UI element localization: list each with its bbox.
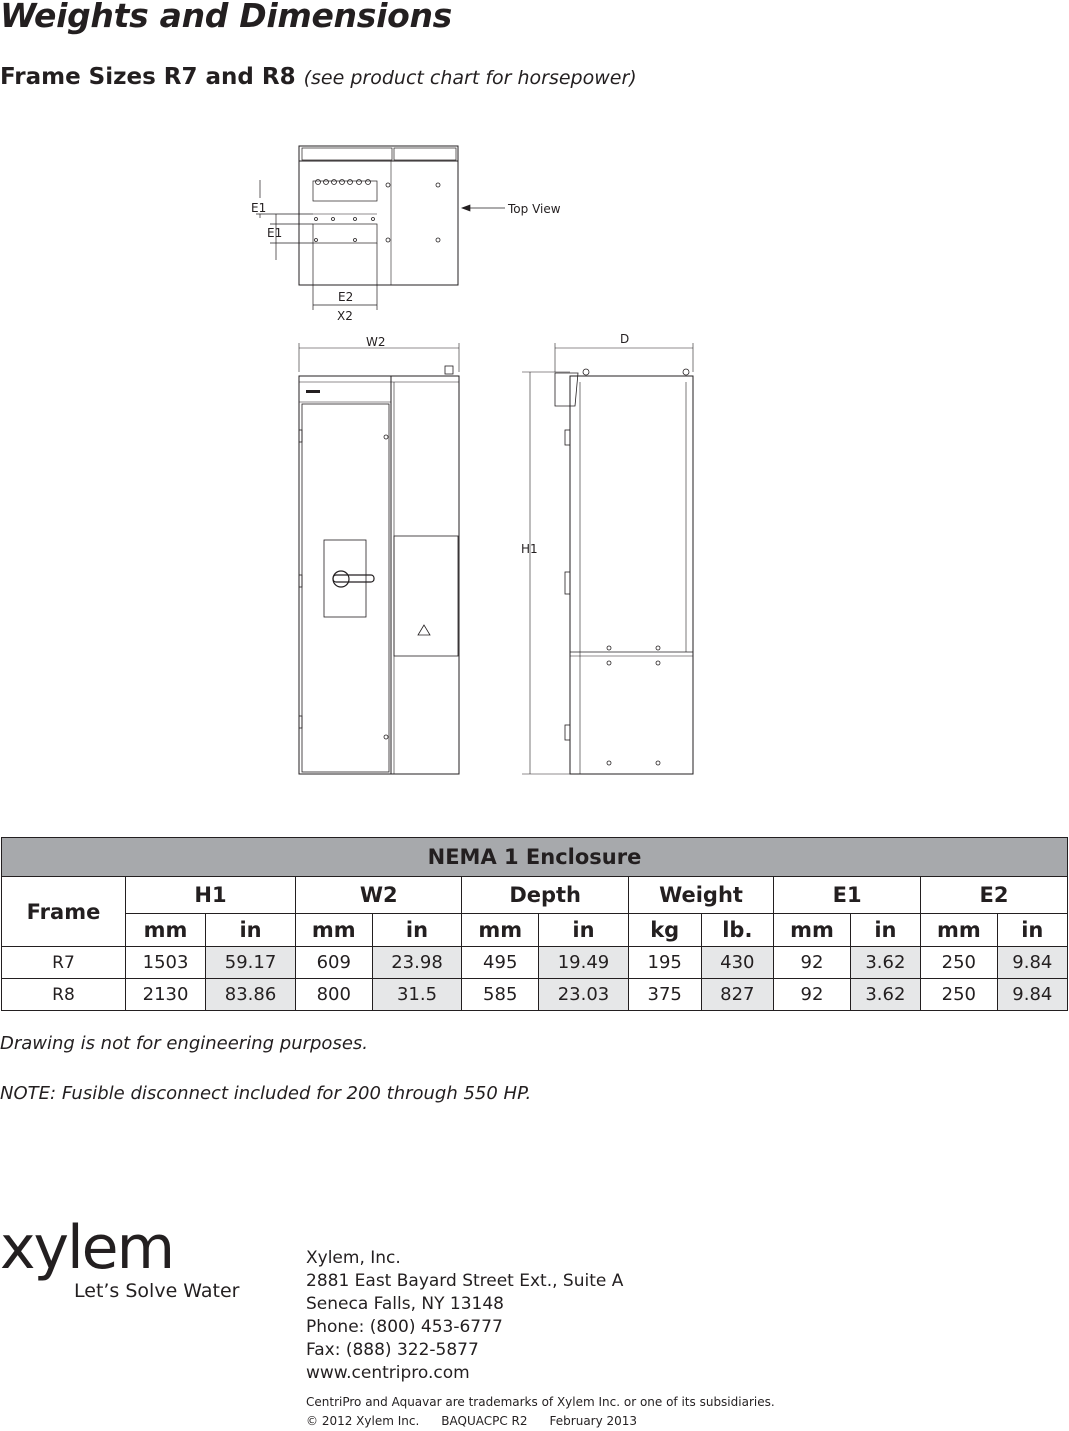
table-cell: 19.49	[539, 947, 629, 979]
table-cell: 83.86	[206, 979, 296, 1011]
unit-header: mm	[774, 914, 851, 947]
subtitle-text: Frame Sizes R7 and R8	[0, 64, 296, 90]
table-cell: 250	[921, 947, 998, 979]
unit-header: mm	[462, 914, 539, 947]
dimensions-table	[1, 837, 1068, 1011]
unit-header: in	[206, 914, 296, 947]
frame-cell: R8	[2, 979, 126, 1011]
address-line: Xylem, Inc.	[306, 1248, 401, 1268]
address-line: Fax: (888) 322-5877	[306, 1340, 479, 1360]
unit-header: in	[372, 914, 462, 947]
dim-label-h1: H1	[521, 542, 538, 556]
subtitle-note: (see product chart for horsepower)	[303, 67, 637, 89]
address-line: www.centripro.com	[306, 1363, 470, 1383]
logo-wordmark: xylem	[0, 1213, 174, 1283]
group-header-weight: Weight	[628, 877, 773, 914]
dim-label-e1-top: E1	[251, 201, 267, 215]
unit-header: mm	[126, 914, 206, 947]
table-cell: 2130	[126, 979, 206, 1011]
table-row	[2, 979, 1068, 1011]
address-line: Phone: (800) 453-6777	[306, 1317, 503, 1337]
frame-header: Frame	[2, 877, 126, 947]
fusible-note	[0, 1083, 531, 1104]
table-cell: 430	[701, 947, 774, 979]
page-title: Weights and Dimensions	[0, 0, 453, 35]
front-view	[299, 343, 459, 774]
table-cell: 195	[628, 947, 701, 979]
table-cell: 495	[462, 947, 539, 979]
top-view-label: Top View	[508, 202, 561, 216]
drawing-disclaimer: Drawing is not for engineering purposes.	[0, 1033, 368, 1054]
legal-footer	[306, 1393, 775, 1431]
address-line: 2881 East Bayard Street Ext., Suite A	[306, 1271, 624, 1291]
unit-header: in	[539, 914, 629, 947]
table-cell: 59.17	[206, 947, 296, 979]
company-address	[306, 1247, 623, 1385]
unit-header: mm	[295, 914, 372, 947]
group-header-h1: H1	[126, 877, 296, 914]
table-row	[2, 947, 1068, 979]
dim-label-x2: X2	[337, 309, 353, 323]
table-cell: 9.84	[997, 979, 1067, 1011]
unit-header: mm	[921, 914, 998, 947]
doc-code: BAQUACPC R2	[441, 1414, 528, 1428]
table-cell: 609	[295, 947, 372, 979]
table-cell: 800	[295, 979, 372, 1011]
frame-cell: R7	[2, 947, 126, 979]
table-cell: 1503	[126, 947, 206, 979]
unit-header: lb.	[701, 914, 774, 947]
copyright: © 2012 Xylem Inc.	[306, 1414, 420, 1428]
table-cell: 9.84	[997, 947, 1067, 979]
unit-header: in	[850, 914, 920, 947]
dim-label-w2: W2	[366, 335, 386, 349]
group-header-e2: E2	[921, 877, 1068, 914]
group-header-w2: W2	[295, 877, 461, 914]
table-cell: 250	[921, 979, 998, 1011]
unit-header: kg	[628, 914, 701, 947]
table-cell: 375	[628, 979, 701, 1011]
dim-label-e1-bottom: E1	[267, 226, 283, 240]
table-cell: 3.62	[850, 979, 920, 1011]
table-cell: 92	[774, 979, 851, 1011]
dim-label-e2: E2	[338, 290, 354, 304]
group-header-depth: Depth	[462, 877, 628, 914]
note-label: NOTE:	[0, 1083, 57, 1104]
table-cell: 92	[774, 947, 851, 979]
trademark-notice: CentriPro and Aquavar are trademarks of Xylem Inc. or one of its subsidiaries.	[306, 1395, 775, 1409]
logo-tagline: Let’s Solve Water	[74, 1280, 240, 1302]
table-cell: 23.98	[372, 947, 462, 979]
unit-header: in	[997, 914, 1067, 947]
table-cell: 3.62	[850, 947, 920, 979]
note-text: Fusible disconnect included for 200 through 550 HP.	[61, 1083, 532, 1104]
group-header-e1: E1	[774, 877, 921, 914]
table-cell: 23.03	[539, 979, 629, 1011]
address-line: Seneca Falls, NY 13148	[306, 1294, 504, 1314]
publish-date: February 2013	[549, 1414, 638, 1428]
table-cell: 31.5	[372, 979, 462, 1011]
dim-label-d: D	[620, 332, 630, 346]
side-view	[366, 332, 693, 774]
table-cell: 827	[701, 979, 774, 1011]
table-caption: NEMA 1 Enclosure	[2, 838, 1068, 877]
table-cell: 585	[462, 979, 539, 1011]
top-view	[251, 146, 561, 323]
